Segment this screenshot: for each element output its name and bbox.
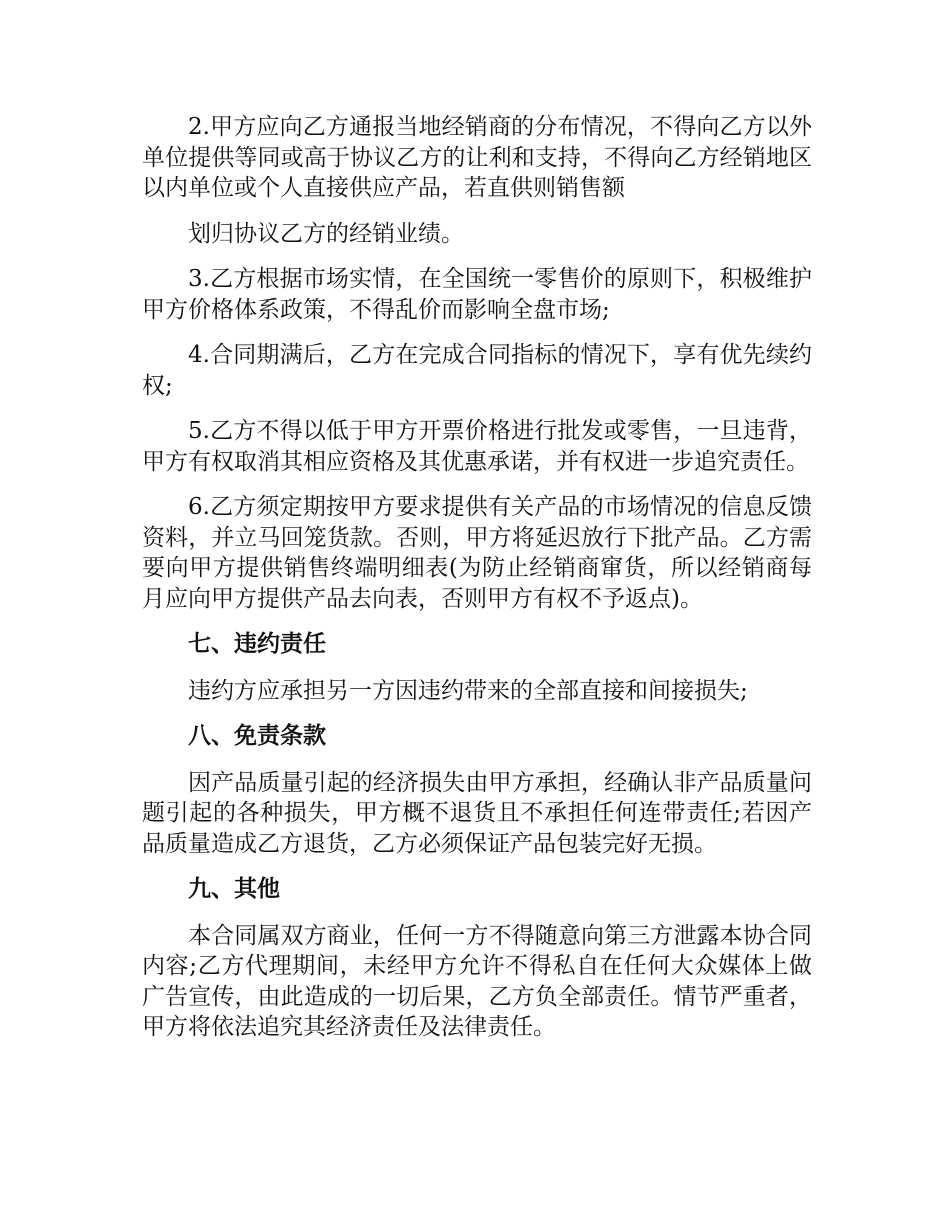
section-heading-breach: 七、违约责任	[188, 631, 326, 657]
exemption-paragraph: 因产品质量引起的经济损失由甲方承担，经确认非产品质量问题引起的各种损失，甲方概不退货且不承担任何连带责任;若因产品质量造成乙方退货，乙方必须保证产品包装完好无损。	[142, 769, 812, 857]
clause-3-paragraph: 3.乙方根据市场实情，在全国统一零售价的原则下，积极维护甲方价格体系政策，不得乱价而影响全盘市场;	[142, 266, 812, 323]
clause-4-paragraph: 4.合同期满后，乙方在完成合同指标的情况下，享有优先续约权;	[142, 342, 812, 399]
clause-2-paragraph: 2.甲方应向乙方通报当地经销商的分布情况，不得向乙方以外单位提供等同或高于协议乙方的让利和支持，不得向乙方经销地区以内单位或个人直接供应产品，若直供则销售额	[142, 114, 812, 201]
clause-5-paragraph: 5.乙方不得以低于甲方开票价格进行批发或零售，一旦违背，甲方有权取消其相应资格及其优惠承诺，并有权进一步追究责任。	[142, 418, 812, 475]
other-paragraph: 本合同属双方商业，任何一方不得随意向第三方泄露本协合同内容;乙方代理期间，未经甲方允许不得私自在任何大众媒体上做广告宣传，由此造成的一切后果，乙方负全部责任。情节严重者，甲方将依法追究其经济责任及法律责任。	[142, 922, 812, 1040]
section-heading-exemption: 八、免责条款	[188, 723, 326, 749]
clause-6-paragraph: 6.乙方须定期按甲方要求提供有关产品的市场情况的信息反馈资料，并立马回笼货款。否则，甲方将延迟放行下批产品。乙方需要向甲方提供销售终端明细表(为防止经销商窜货，所以经销商每月应向甲方提供产品去向表，否则甲方有权不予返点)。	[142, 494, 812, 612]
breach-paragraph: 违约方应承担另一方因违约带来的全部直接和间接损失;	[188, 677, 748, 704]
section-heading-other: 九、其他	[188, 876, 280, 902]
document-body	[142, 112, 812, 1058]
clause-2-continuation: 划归协议乙方的经销业绩。	[188, 220, 464, 247]
